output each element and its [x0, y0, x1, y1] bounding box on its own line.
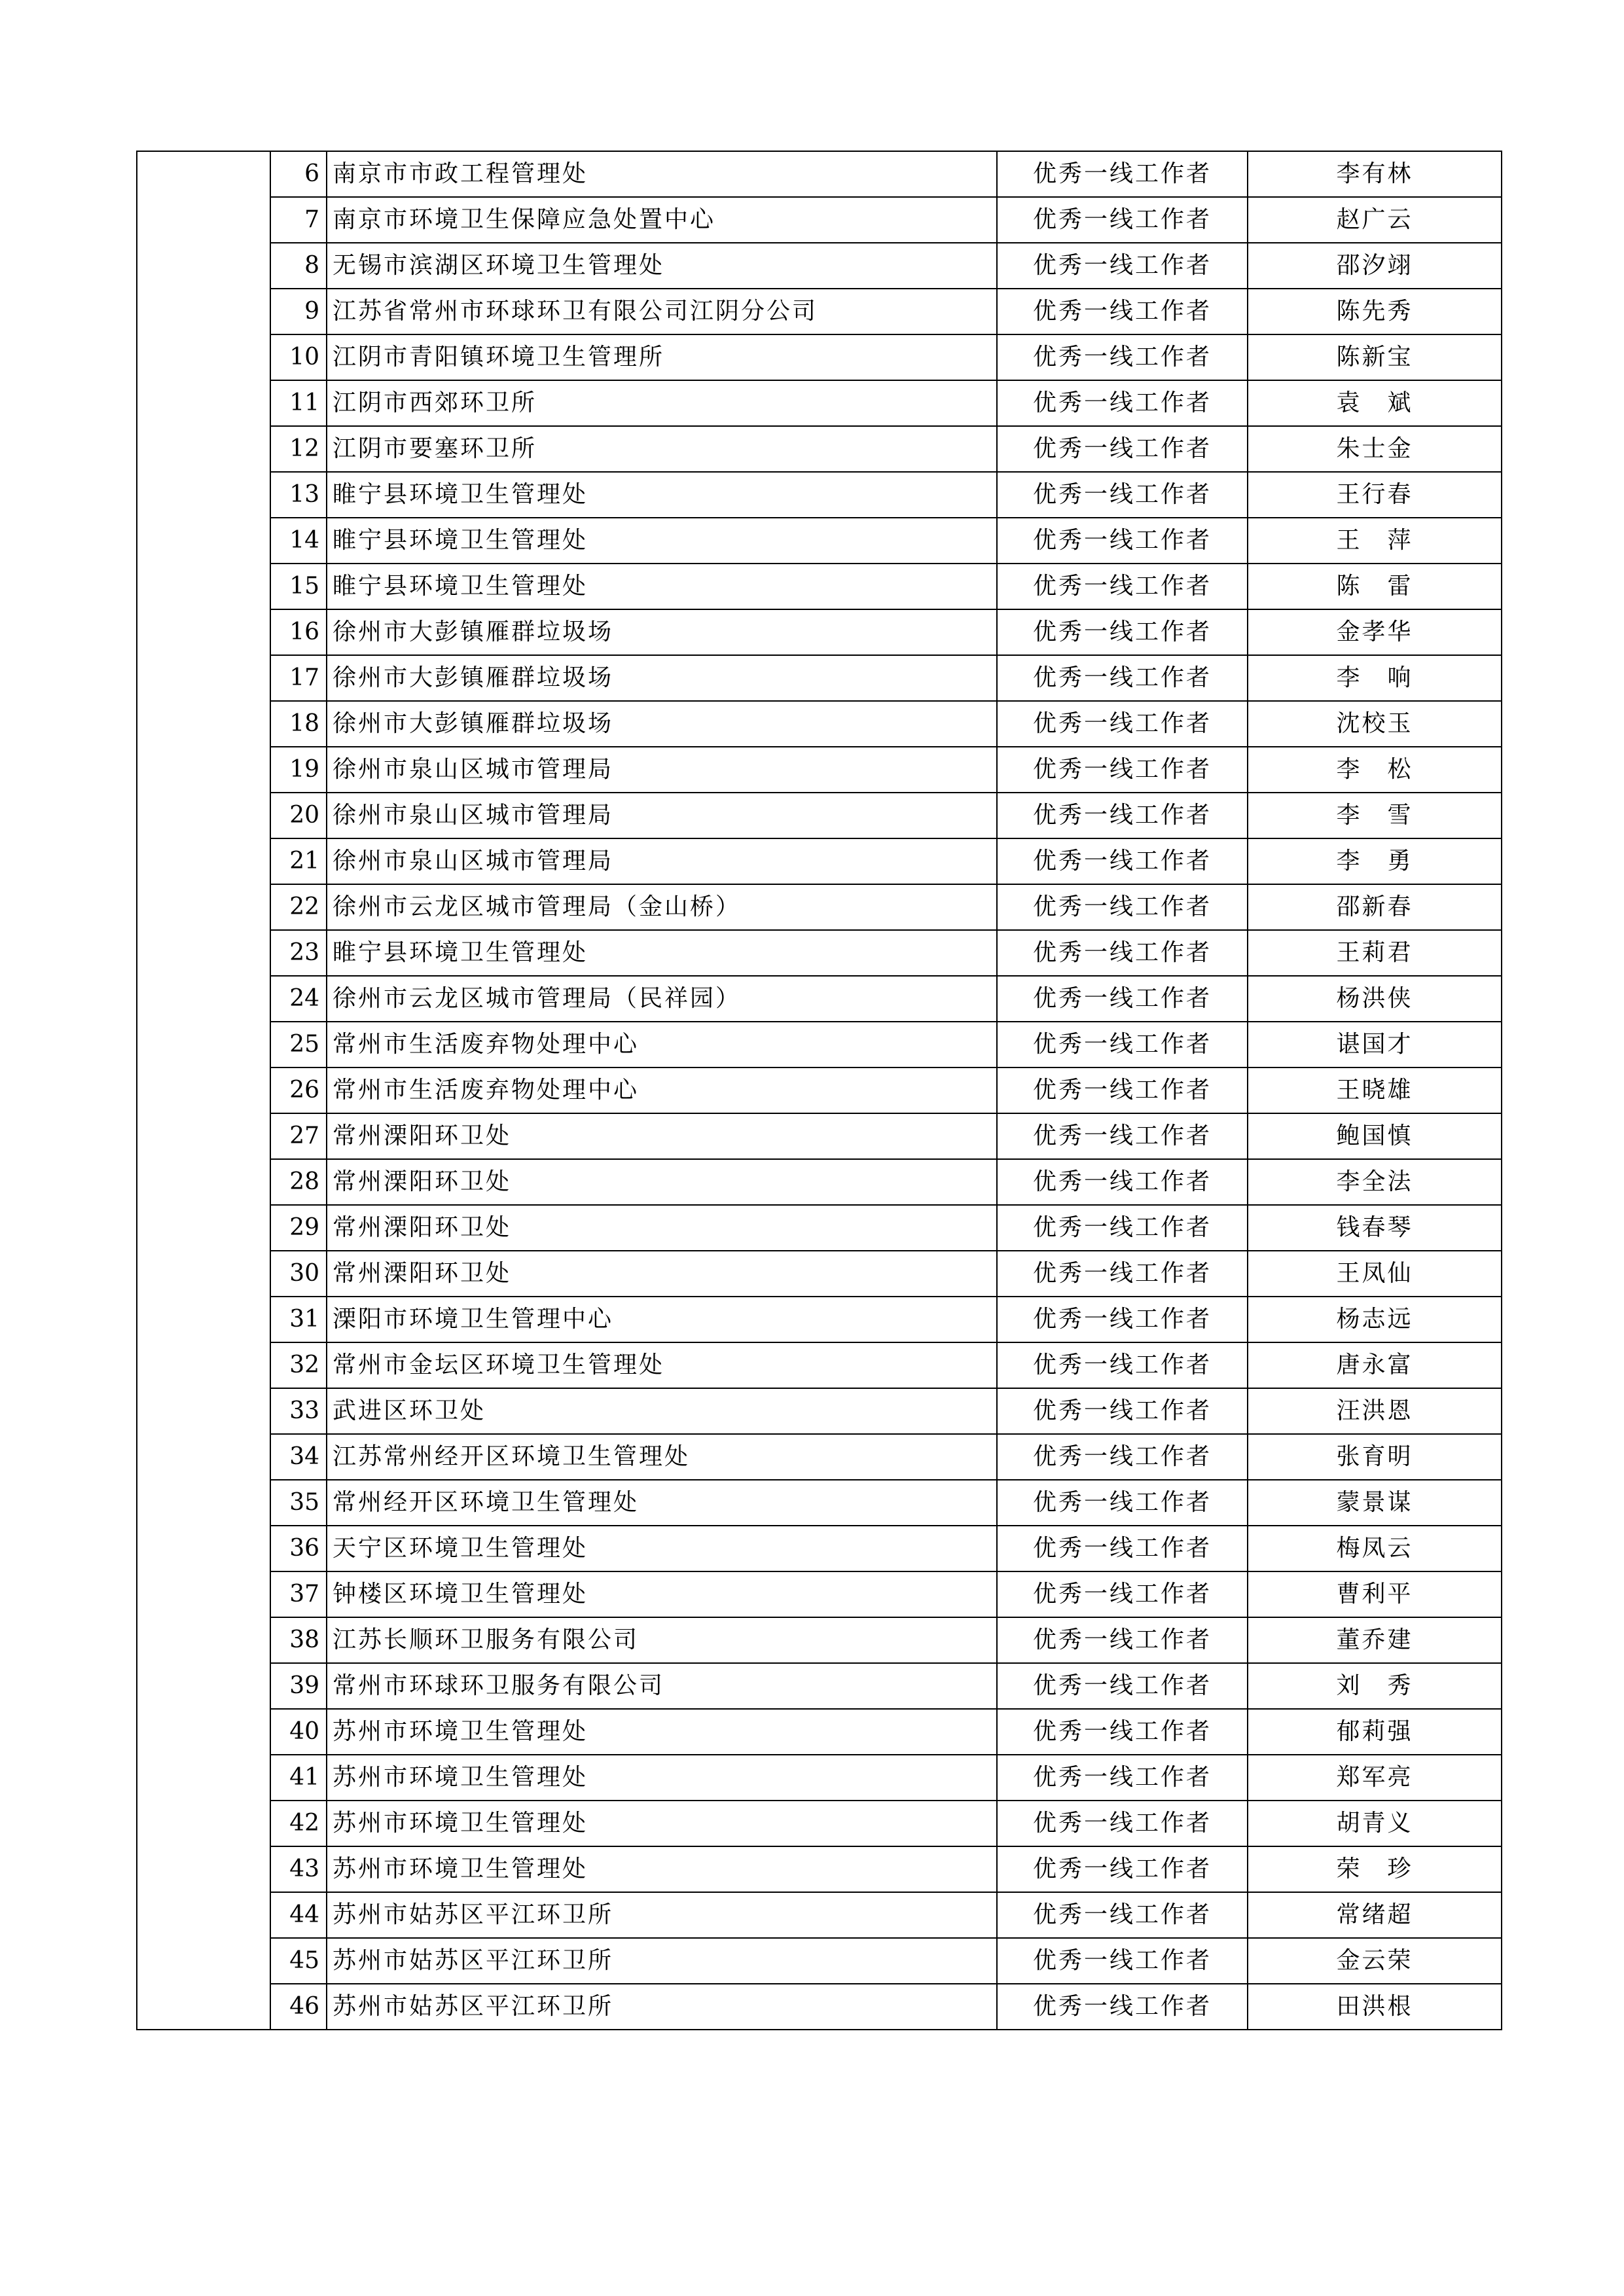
person-name: 胡青义 [1248, 1801, 1502, 1846]
table-body [137, 151, 1502, 2030]
table-row [137, 747, 1502, 793]
work-unit: 徐州市泉山区城市管理局 [327, 793, 997, 838]
table-row [137, 1755, 1502, 1801]
row-number: 7 [270, 197, 327, 243]
work-unit: 苏州市环境卫生管理处 [327, 1801, 997, 1846]
work-unit: 天宁区环境卫生管理处 [327, 1526, 997, 1571]
person-name: 王行春 [1248, 472, 1502, 518]
work-unit: 常州溧阳环卫处 [327, 1205, 997, 1251]
row-number: 13 [270, 472, 327, 518]
person-name: 钱春琴 [1248, 1205, 1502, 1251]
row-number: 20 [270, 793, 327, 838]
honor-title: 优秀一线工作者 [997, 472, 1248, 518]
table-row [137, 930, 1502, 976]
work-unit: 苏州市环境卫生管理处 [327, 1846, 997, 1892]
category-cell [137, 151, 270, 2030]
row-number: 21 [270, 838, 327, 884]
table-row [137, 976, 1502, 1022]
table-row [137, 1159, 1502, 1205]
table-row [137, 1113, 1502, 1159]
table-row [137, 334, 1502, 380]
work-unit: 南京市环境卫生保障应急处置中心 [327, 197, 997, 243]
table-row [137, 1801, 1502, 1846]
work-unit: 常州溧阳环卫处 [327, 1113, 997, 1159]
person-name: 鲍国慎 [1248, 1113, 1502, 1159]
person-name: 汪洪恩 [1248, 1388, 1502, 1434]
row-number: 41 [270, 1755, 327, 1801]
work-unit: 睢宁县环境卫生管理处 [327, 518, 997, 564]
row-number: 26 [270, 1067, 327, 1113]
row-number: 11 [270, 380, 327, 426]
row-number: 14 [270, 518, 327, 564]
honor-title: 优秀一线工作者 [997, 426, 1248, 472]
work-unit: 江苏省常州市环球环卫有限公司江阴分公司 [327, 289, 997, 334]
person-name: 陈先秀 [1248, 289, 1502, 334]
row-number: 37 [270, 1571, 327, 1617]
row-number: 25 [270, 1022, 327, 1067]
honor-title: 优秀一线工作者 [997, 747, 1248, 793]
row-number: 42 [270, 1801, 327, 1846]
honor-title: 优秀一线工作者 [997, 1113, 1248, 1159]
table-row [137, 564, 1502, 609]
honor-title: 优秀一线工作者 [997, 1709, 1248, 1755]
honor-title: 优秀一线工作者 [997, 1571, 1248, 1617]
work-unit: 无锡市滨湖区环境卫生管理处 [327, 243, 997, 289]
honor-title: 优秀一线工作者 [997, 884, 1248, 930]
work-unit: 苏州市姑苏区平江环卫所 [327, 1938, 997, 1984]
work-unit: 徐州市泉山区城市管理局 [327, 747, 997, 793]
table-row [137, 1984, 1502, 2030]
honor-list-table [136, 151, 1502, 2030]
row-number: 9 [270, 289, 327, 334]
person-name: 唐永富 [1248, 1342, 1502, 1388]
work-unit: 徐州市云龙区城市管理局（金山桥） [327, 884, 997, 930]
honor-title: 优秀一线工作者 [997, 930, 1248, 976]
work-unit: 苏州市环境卫生管理处 [327, 1709, 997, 1755]
row-number: 23 [270, 930, 327, 976]
person-name: 金云荣 [1248, 1938, 1502, 1984]
person-name: 邵新春 [1248, 884, 1502, 930]
person-name: 王晓雄 [1248, 1067, 1502, 1113]
row-number: 33 [270, 1388, 327, 1434]
honor-title: 优秀一线工作者 [997, 1846, 1248, 1892]
honor-title: 优秀一线工作者 [997, 289, 1248, 334]
person-name: 朱士金 [1248, 426, 1502, 472]
work-unit: 常州市生活废弃物处理中心 [327, 1067, 997, 1113]
work-unit: 常州市生活废弃物处理中心 [327, 1022, 997, 1067]
person-name: 李 勇 [1248, 838, 1502, 884]
honor-title: 优秀一线工作者 [997, 1526, 1248, 1571]
work-unit: 徐州市泉山区城市管理局 [327, 838, 997, 884]
table-row [137, 1388, 1502, 1434]
table-row [137, 1022, 1502, 1067]
row-number: 8 [270, 243, 327, 289]
table-row [137, 1251, 1502, 1297]
person-name: 赵广云 [1248, 197, 1502, 243]
work-unit: 常州经开区环境卫生管理处 [327, 1480, 997, 1526]
person-name: 郑军亮 [1248, 1755, 1502, 1801]
row-number: 32 [270, 1342, 327, 1388]
work-unit: 江苏长顺环卫服务有限公司 [327, 1617, 997, 1663]
work-unit: 武进区环卫处 [327, 1388, 997, 1434]
work-unit: 南京市市政工程管理处 [327, 151, 997, 197]
table-row [137, 1342, 1502, 1388]
person-name: 陈新宝 [1248, 334, 1502, 380]
honor-title: 优秀一线工作者 [997, 1159, 1248, 1205]
work-unit: 徐州市大彭镇雁群垃圾场 [327, 701, 997, 747]
row-number: 27 [270, 1113, 327, 1159]
person-name: 邵汐翊 [1248, 243, 1502, 289]
row-number: 24 [270, 976, 327, 1022]
row-number: 15 [270, 564, 327, 609]
row-number: 22 [270, 884, 327, 930]
honor-title: 优秀一线工作者 [997, 1984, 1248, 2030]
table-row [137, 518, 1502, 564]
honor-title: 优秀一线工作者 [997, 838, 1248, 884]
person-name: 谌国才 [1248, 1022, 1502, 1067]
person-name: 杨洪侠 [1248, 976, 1502, 1022]
honor-title: 优秀一线工作者 [997, 1251, 1248, 1297]
table-row [137, 1571, 1502, 1617]
row-number: 43 [270, 1846, 327, 1892]
table-row [137, 472, 1502, 518]
honor-title: 优秀一线工作者 [997, 1434, 1248, 1480]
work-unit: 钟楼区环境卫生管理处 [327, 1571, 997, 1617]
table-row [137, 1434, 1502, 1480]
work-unit: 江阴市西郊环卫所 [327, 380, 997, 426]
person-name: 李 响 [1248, 655, 1502, 701]
row-number: 17 [270, 655, 327, 701]
honor-title: 优秀一线工作者 [997, 1938, 1248, 1984]
honor-title: 优秀一线工作者 [997, 564, 1248, 609]
person-name: 张育明 [1248, 1434, 1502, 1480]
table-row [137, 655, 1502, 701]
honor-title: 优秀一线工作者 [997, 1801, 1248, 1846]
honor-title: 优秀一线工作者 [997, 609, 1248, 655]
person-name: 郁莉强 [1248, 1709, 1502, 1755]
work-unit: 徐州市大彭镇雁群垃圾场 [327, 609, 997, 655]
honor-title: 优秀一线工作者 [997, 1617, 1248, 1663]
row-number: 35 [270, 1480, 327, 1526]
table-row [137, 609, 1502, 655]
row-number: 40 [270, 1709, 327, 1755]
honor-title: 优秀一线工作者 [997, 1755, 1248, 1801]
honor-title: 优秀一线工作者 [997, 976, 1248, 1022]
honor-title: 优秀一线工作者 [997, 1297, 1248, 1342]
table-row [137, 884, 1502, 930]
row-number: 44 [270, 1892, 327, 1938]
table-row [137, 1526, 1502, 1571]
honor-title: 优秀一线工作者 [997, 655, 1248, 701]
honor-title: 优秀一线工作者 [997, 380, 1248, 426]
person-name: 王 萍 [1248, 518, 1502, 564]
work-unit: 徐州市大彭镇雁群垃圾场 [327, 655, 997, 701]
work-unit: 江苏常州经开区环境卫生管理处 [327, 1434, 997, 1480]
honor-title: 优秀一线工作者 [997, 1892, 1248, 1938]
honor-title: 优秀一线工作者 [997, 1388, 1248, 1434]
table-row [137, 151, 1502, 197]
work-unit: 苏州市姑苏区平江环卫所 [327, 1892, 997, 1938]
work-unit: 睢宁县环境卫生管理处 [327, 472, 997, 518]
work-unit: 睢宁县环境卫生管理处 [327, 930, 997, 976]
row-number: 31 [270, 1297, 327, 1342]
honor-title: 优秀一线工作者 [997, 1663, 1248, 1709]
row-number: 34 [270, 1434, 327, 1480]
row-number: 6 [270, 151, 327, 197]
person-name: 袁 斌 [1248, 380, 1502, 426]
work-unit: 江阴市要塞环卫所 [327, 426, 997, 472]
honor-title: 优秀一线工作者 [997, 701, 1248, 747]
person-name: 董乔建 [1248, 1617, 1502, 1663]
row-number: 18 [270, 701, 327, 747]
work-unit: 睢宁县环境卫生管理处 [327, 564, 997, 609]
honor-title: 优秀一线工作者 [997, 1342, 1248, 1388]
person-name: 沈校玉 [1248, 701, 1502, 747]
honor-title: 优秀一线工作者 [997, 1205, 1248, 1251]
person-name: 李全法 [1248, 1159, 1502, 1205]
row-number: 10 [270, 334, 327, 380]
row-number: 29 [270, 1205, 327, 1251]
table-row [137, 1067, 1502, 1113]
honor-title: 优秀一线工作者 [997, 793, 1248, 838]
person-name: 曹利平 [1248, 1571, 1502, 1617]
table-row [137, 289, 1502, 334]
work-unit: 常州溧阳环卫处 [327, 1159, 997, 1205]
table-row [137, 1663, 1502, 1709]
table-row [137, 197, 1502, 243]
person-name: 刘 秀 [1248, 1663, 1502, 1709]
table-row [137, 793, 1502, 838]
table-row [137, 701, 1502, 747]
table-row [137, 1709, 1502, 1755]
person-name: 陈 雷 [1248, 564, 1502, 609]
honor-title: 优秀一线工作者 [997, 197, 1248, 243]
row-number: 46 [270, 1984, 327, 2030]
row-number: 45 [270, 1938, 327, 1984]
honor-title: 优秀一线工作者 [997, 1067, 1248, 1113]
row-number: 28 [270, 1159, 327, 1205]
honor-title: 优秀一线工作者 [997, 334, 1248, 380]
person-name: 常绪超 [1248, 1892, 1502, 1938]
person-name: 蒙景谋 [1248, 1480, 1502, 1526]
honor-title: 优秀一线工作者 [997, 151, 1248, 197]
table-row [137, 426, 1502, 472]
person-name: 杨志远 [1248, 1297, 1502, 1342]
honor-title: 优秀一线工作者 [997, 1480, 1248, 1526]
work-unit: 苏州市环境卫生管理处 [327, 1755, 997, 1801]
work-unit: 溧阳市环境卫生管理中心 [327, 1297, 997, 1342]
row-number: 19 [270, 747, 327, 793]
table-row [137, 1846, 1502, 1892]
honor-title: 优秀一线工作者 [997, 243, 1248, 289]
table-row [137, 1938, 1502, 1984]
table-row [137, 1480, 1502, 1526]
honor-title: 优秀一线工作者 [997, 518, 1248, 564]
person-name: 王莉君 [1248, 930, 1502, 976]
row-number: 30 [270, 1251, 327, 1297]
row-number: 16 [270, 609, 327, 655]
work-unit: 江阴市青阳镇环境卫生管理所 [327, 334, 997, 380]
work-unit: 徐州市云龙区城市管理局（民祥园） [327, 976, 997, 1022]
row-number: 36 [270, 1526, 327, 1571]
table-row [137, 243, 1502, 289]
work-unit: 苏州市姑苏区平江环卫所 [327, 1984, 997, 2030]
table-row [137, 1892, 1502, 1938]
row-number: 12 [270, 426, 327, 472]
table-row [137, 1205, 1502, 1251]
person-name: 李有林 [1248, 151, 1502, 197]
person-name: 荣 珍 [1248, 1846, 1502, 1892]
person-name: 梅凤云 [1248, 1526, 1502, 1571]
table-row [137, 1617, 1502, 1663]
person-name: 李 雪 [1248, 793, 1502, 838]
table-row [137, 838, 1502, 884]
work-unit: 常州市环球环卫服务有限公司 [327, 1663, 997, 1709]
table-row [137, 1297, 1502, 1342]
person-name: 李 松 [1248, 747, 1502, 793]
person-name: 金孝华 [1248, 609, 1502, 655]
row-number: 38 [270, 1617, 327, 1663]
table-row [137, 380, 1502, 426]
work-unit: 常州市金坛区环境卫生管理处 [327, 1342, 997, 1388]
person-name: 田洪根 [1248, 1984, 1502, 2030]
row-number: 39 [270, 1663, 327, 1709]
work-unit: 常州溧阳环卫处 [327, 1251, 997, 1297]
person-name: 王凤仙 [1248, 1251, 1502, 1297]
honor-title: 优秀一线工作者 [997, 1022, 1248, 1067]
